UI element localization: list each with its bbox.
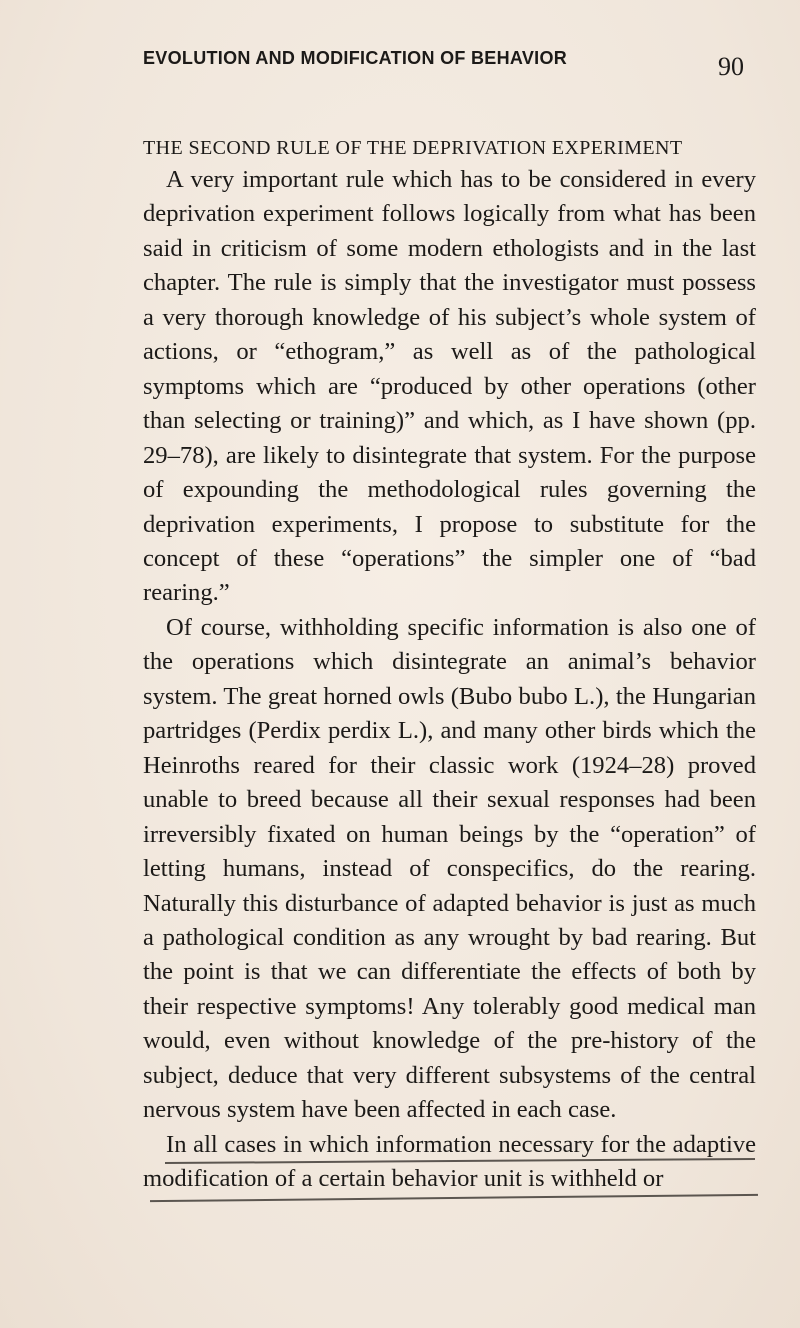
paragraph-1: A very important rule which has to be considered in every deprivation experiment follows logically from what has been said in criticism of some modern ethologists and in the last chapter. The rule is simply that the investigator must possess a very thorough knowledge of his subject’s whole system of actions, or “ethogram,” as well as of the pathological symptoms which are “produced by other operations (other than selecting or training)” and which, as I have shown (pp. 29–78), are likely to disintegrate that system. For the purpose of expounding the methodological rules governing the deprivation experiments, I propose to substitute for the concept of these “operations” the simpler one of “bad rearing.” [143,166,756,607]
running-head: EVOLUTION AND MODIFICATION OF BEHAVIOR [143,48,568,68]
paragraph-3: In all cases in which information necessary for the adaptive modification of a certain behavior unit is withheld or [143,1130,756,1193]
section-heading: THE SECOND RULE OF THE DEPRIVATION EXPERIMENT [143,137,683,159]
body-text [143,163,756,1197]
page-number: 90 [718,52,744,81]
paragraph-2: Of course, withholding specific information is also one of the operations which disintegrate an animal’s behavior system. The great horned owls (Bubo bubo L.), the Hungarian partridges (Perdix perdix L.), and many other birds which the Heinroths reared for their classic work (1924–28) proved unable to breed because all their sexual responses had been irreversibly fixated on human beings by the “operation” of letting humans, instead of conspecifics, do the rearing. Naturally this disturbance of adapted behavior is just as much a pathological condition as any wrought by bad rearing. But the point is that we can differentiate the effects of both by their respective symptoms! Any tolerably good medical man would, even without knowledge of the pre-history of the subject, deduce that very different subsystems of the central nervous system have been affected in each case. [143,613,756,1124]
